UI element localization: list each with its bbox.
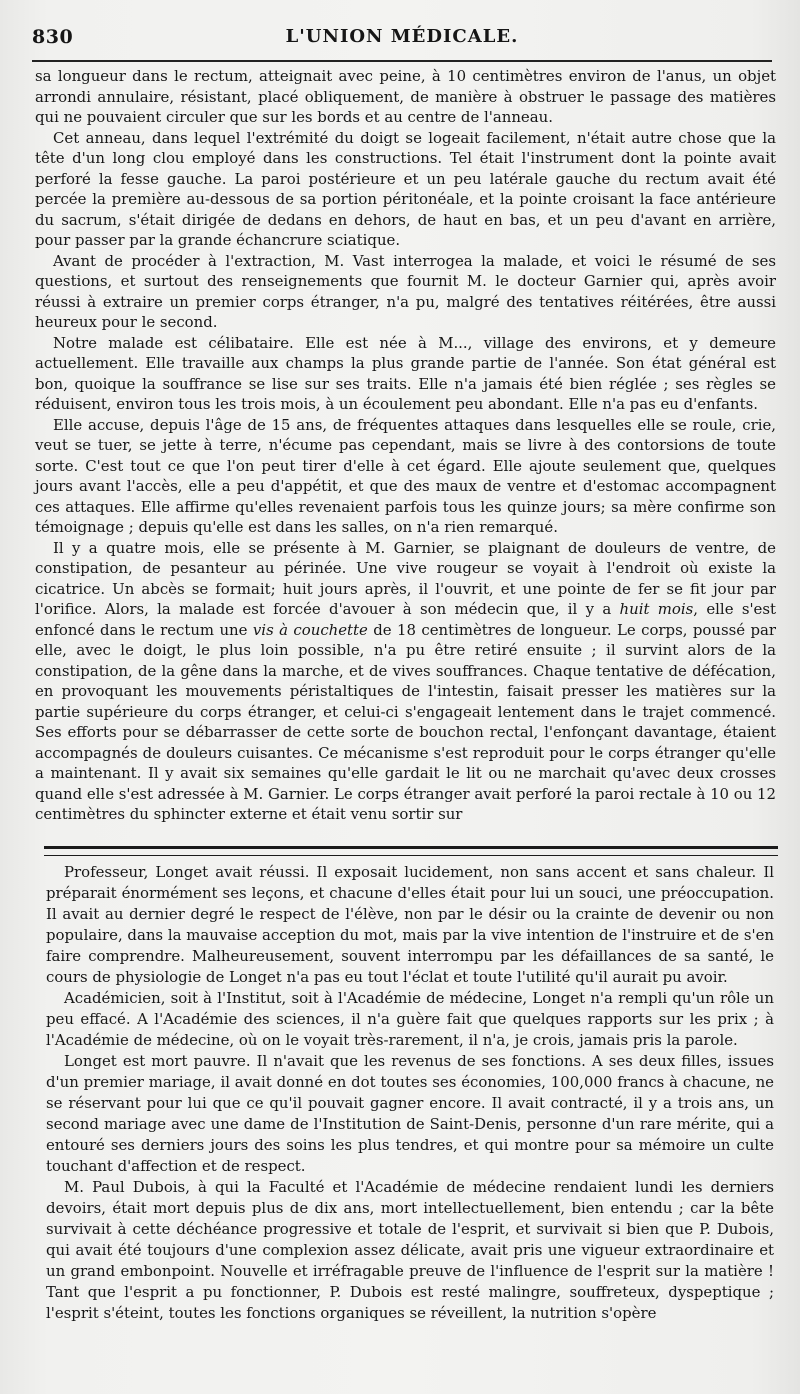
- paragraph: Longet est mort pauvre. Il n'avait que les revenus de ses fonctions. A ses deux filles, issues d'un premier mariage, il avait donné en dot toutes ses économies, 100,000 francs à chacune, ne se réservant pour lui que ce qu'il pouvait gagner encore. Il avait contracté, il y a trois ans, un second mariage avec une dame de l'Institution de Saint-Denis, personne d'un rare mérite, qui a entouré ses derniers jours des soins les plus tendres, et qui montre pour sa mémoire un culte touchant d'affection et de respect.: [46, 1052, 774, 1175]
- case-report-section: [35, 66, 776, 825]
- text-run: Il y a quatre mois, elle se présente à M. Garnier, se plaignant de douleurs de ventre, de constipation, de pesanteur au périnée. Une vive rougeur se voyait à l'endroit où existe la cicatrice. Un abcès se formait; huit jours après, il l'ouvrit, et une pointe de fer se fit jour par l'orifice. Alors, la malade est forcée d'avouer à son médecin que, il y a: [35, 538, 776, 618]
- paragraph: Cet anneau, dans lequel l'extrémité du doigt se logeait facilement, n'était autre chose que la tête d'un long clou employé dans les constructions. Tel était l'instrument dont la pointe avait perforé la fesse gauche. La paroi postérieure et un peu latérale gauche du rectum avait été percée la première au-dessous de sa portion péritonéale, et la pointe croisant la face antérieure du sacrum, s'était dirigée de dedans en dehors, de haut en bas, et un peu d'avant en arrière, pour passer par la grande échancrure sciatique.: [35, 128, 776, 249]
- section-divider: [44, 846, 778, 856]
- paragraph: Notre malade est célibataire. Elle est née à M..., village des environs, et y demeure actuellement. Elle travaille aux champs la plus grande partie de l'année. Son état général est bon, quoique la souffrance se lise sur ses traits. Elle n'a jamais été bien réglée ; ses règles se réduisent, environ tous les trois mois, à un écoulement peu abondant. Elle n'a pas eu d'enfants.: [35, 333, 776, 413]
- obituary-section: [46, 862, 774, 1324]
- italic-text: huit mois: [619, 600, 694, 618]
- paragraph: Elle accuse, depuis l'âge de 15 ans, de fréquentes attaques dans lesquelles elle se roule, crie, veut se tuer, se jette à terre, n'écume pas cependant, mais se livre à des contorsions de toute sorte. C'est tout ce que l'on peut tirer d'elle à cet égard. Elle ajoute seulement que, quelques jours avant l'accès, elle a peu d'appétit, et que des maux de ventre et d'estomac accompagnent ces attaques. Elle affirme qu'elles revenaient parfois tous les quinze jours; sa mère confirme son témoignage ; depuis qu'elle est dans les salles, on n'a rien remarqué.: [35, 415, 776, 536]
- paragraph: Académicien, soit à l'Institut, soit à l'Académie de médecine, Longet n'a rempli qu'un rôle un peu effacé. A l'Académie des sciences, il n'a guère fait que quelques rapports sur les prix ; à l'Académie de médecine, où on le voyait très-rarement, il n'a, je crois, jamais pris la parole.: [46, 989, 774, 1049]
- paragraph: Professeur, Longet avait réussi. Il exposait lucidement, non sans accent et sans chaleur. Il préparait énormément ses leçons, et chacune d'elles était pour lui un souci, une préoccupation. Il avait au dernier degré le respect de l'élève, non par le désir ou la crainte de devenir ou non populaire, dans la mauvaise acception du mot, mais par la vive intention de l'instruire et de s'en faire comprendre. Malheureusement, souvent interrompu par les défaillances de sa santé, le cours de physiologie de Longet n'a pas eu tout l'éclat et toute l'utilité qu'il aurait pu avoir.: [46, 863, 774, 986]
- italic-text: vis à couchette: [252, 620, 368, 639]
- paragraph: sa longueur dans le rectum, atteignait avec peine, à 10 centimètres environ de l'anus, un objet arrondi annulaire, résistant, placé obliquement, de manière à obstruer le passage des matières qui ne pouvaient circuler que sur les bords et au centre de l'anneau.: [35, 67, 776, 126]
- page-number: 830: [32, 26, 74, 48]
- paragraph: Avant de procéder à l'extraction, M. Vast interrogea la malade, et voici le résumé de ses questions, et surtout des renseignements que fournit M. le docteur Garnier qui, après avoir réussi à extraire un premier corps étranger, n'a pu, malgré des tentatives réitérées, être aussi heureux pour le second.: [35, 251, 776, 331]
- running-title: L'UNION MÉDICALE.: [285, 26, 519, 47]
- page-header: [32, 22, 772, 58]
- text-run: , elle s'est enfoncé dans le rectum une: [35, 600, 776, 639]
- text-run: de 18 centimètres de longueur. Le corps, poussé par elle, avec le doigt, le plus loin possible, n'a pu être retiré ensuite ; il survint alors de la constipation, de la gêne dans la marche, et de vives souffrances. Chaque tentative de défécation, en provoquant les mouvements péristaltiques de l'intestin, faisait presser les matières sur la partie supérieure du corps étranger, et celui-ci s'engageait lentement dans le trajet commencé. Ses efforts pour se débarrasser de cette sorte de bouchon rectal, l'enfonçant davantage, étaient accompagnés de douleurs cuisantes. Ce mécanisme s'est reproduit pour le corps étranger qu'elle a maintenant. Il y avait six semaines qu'elle gardait le lit ou ne marchait qu'avec deux crosses quand elle s'est adressée à M. Garnier. Le corps étranger avait perforé la paroi rectale à 10 ou 12 centimètres du sphincter externe et était venu sortir sur: [35, 620, 777, 823]
- paragraph: M. Paul Dubois, à qui la Faculté et l'Académie de médecine rendaient lundi les derniers devoirs, était mort depuis plus de dix ans, mort intellectuellement, bien entendu ; car la bête survivait à cette déchéance progressive et totale de l'esprit, et survivait si bien que P. Dubois, qui avait été toujours d'une complexion assez délicate, avait pris une vigueur extraordinaire et un grand embonpoint. Nouvelle et irréfragable preuve de l'influence de l'esprit sur la matière ! Tant que l'esprit a pu fonctionner, P. Dubois est resté malingre, souffreteux, dyspeptique ; l'esprit s'éteint, toutes les fonctions organiques se réveillent, la nutrition s'opère: [46, 1178, 774, 1322]
- header-rule: [32, 60, 772, 62]
- paragraph-with-italics: [35, 538, 776, 825]
